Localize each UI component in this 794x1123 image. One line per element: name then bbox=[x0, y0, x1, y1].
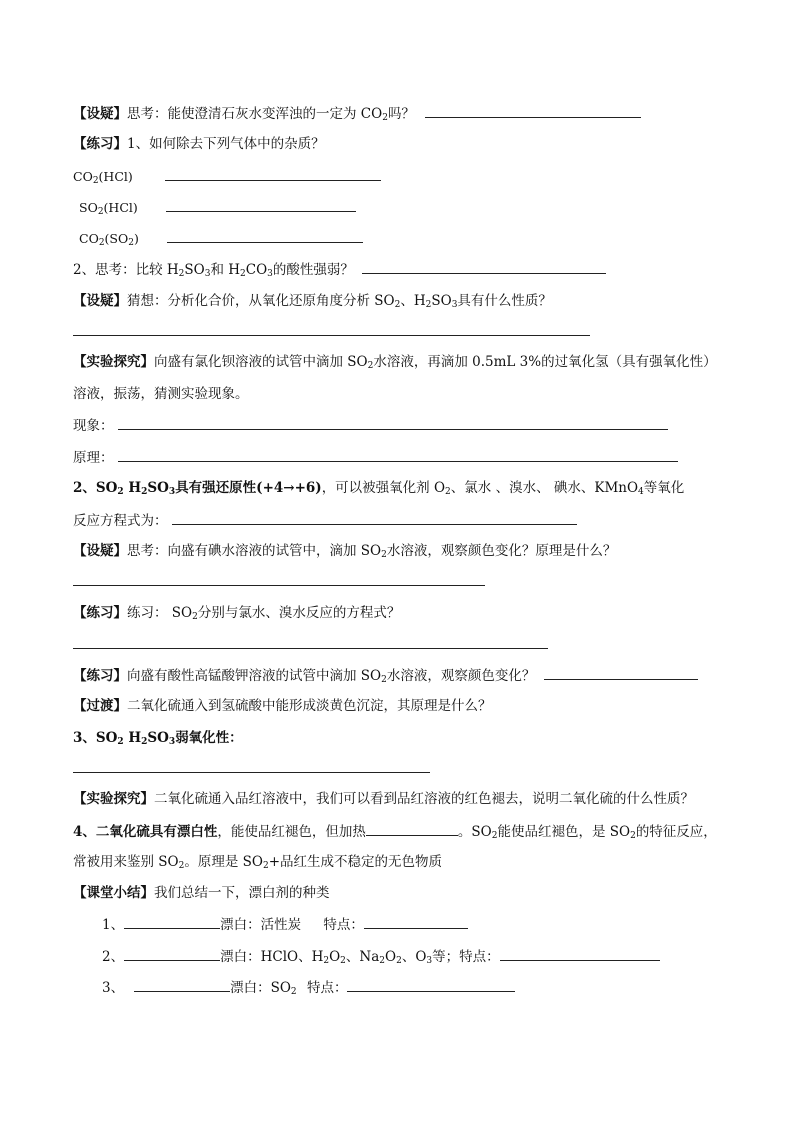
answer-line[interactable] bbox=[73, 335, 590, 336]
answer-blank[interactable] bbox=[165, 166, 381, 181]
doubt-line-iodine: 【设疑】思考：向盛有碘水溶液的试管中，滴加 $SO_2$水溶液，观察颜色变化？原理是什么？ bbox=[73, 543, 617, 560]
answer-line[interactable] bbox=[73, 772, 430, 773]
exercise-line-halogen: 【练习】练习： $SO_2$分别与氯水、溴水反应的方程式？ bbox=[73, 605, 401, 622]
answer-blank[interactable] bbox=[347, 977, 515, 992]
bleach-type-2: 2、 漂白：HClO、$H_2O_2$、$Na_2O_2$、$O_3$等；特点： bbox=[102, 946, 660, 967]
reducing-property-line: 2、$SO_2$ $H_2SO_3$具有强还原性(+4→+6)，可以被强氧化剂 $O_2$、氯水 、溴水、 碘水、KMnO$_4$等氧化 bbox=[73, 480, 685, 497]
answer-blank[interactable] bbox=[362, 259, 606, 274]
section-tag: 【练习】 bbox=[73, 668, 127, 684]
answer-blank[interactable] bbox=[124, 946, 220, 961]
answer-blank[interactable] bbox=[166, 197, 356, 212]
answer-blank[interactable] bbox=[118, 415, 668, 430]
section-tag: 【设疑】 bbox=[73, 543, 127, 559]
section-tag: 【练习】 bbox=[73, 605, 127, 621]
bleach-type-3: 3、 漂白：$SO_2$ 特点： bbox=[102, 977, 515, 998]
answer-blank[interactable] bbox=[172, 510, 577, 525]
section-tag: 【练习】 bbox=[73, 136, 127, 152]
experiment-line-cont: 溶液，振荡，猜测实验现象。 bbox=[73, 386, 249, 402]
answer-blank[interactable] bbox=[366, 821, 458, 836]
section-tag: 【课堂小结】 bbox=[73, 885, 154, 901]
experiment-line-magenta: 【实验探究】二氧化硫通入品红溶液中，我们可以看到品红溶液的红色褪去，说明二氧化硫的什么性质？ bbox=[73, 791, 694, 807]
bleaching-property-cont: 常被用来鉴别 $SO_2$。原理是 $SO_2+$品红生成不稳定的无色物质 bbox=[73, 854, 442, 871]
impurity-item-co2-hcl: $CO_2(HCl)$ bbox=[73, 166, 381, 187]
answer-line[interactable] bbox=[73, 648, 548, 649]
section-tag: 【过渡】 bbox=[73, 698, 127, 714]
doubt-line-redox: 【设疑】猜想：分析化合价，从氧化还原角度分析 $SO_2$、$H_2SO_3$具有什么性质？ bbox=[73, 293, 552, 310]
experiment-line-bacl2: 【实验探究】向盛有氯化钡溶液的试管中滴加 $SO_2$水溶液，再滴加 0.5mL 3%的过氧化氢（具有强氧化性） bbox=[73, 354, 717, 371]
exercise-line-impurities: 【练习】1、如何除去下列气体中的杂质？ bbox=[73, 136, 325, 152]
impurity-item-co2-so2: $CO_2(SO_2)$ bbox=[79, 228, 363, 249]
answer-blank[interactable] bbox=[500, 946, 660, 961]
answer-blank[interactable] bbox=[134, 977, 230, 992]
principle-line: 原理： bbox=[73, 447, 678, 468]
phenomenon-line: 现象： bbox=[73, 415, 668, 436]
bleach-type-1: 1、 漂白：活性炭 特点： bbox=[102, 914, 468, 935]
section-tag: 【实验探究】 bbox=[73, 354, 154, 370]
equation-line: 反应方程式为： bbox=[73, 510, 577, 531]
answer-blank[interactable] bbox=[425, 103, 641, 118]
answer-blank[interactable] bbox=[364, 914, 468, 929]
answer-blank[interactable] bbox=[124, 914, 220, 929]
oxidizing-property-line: 3、$SO_2$ $H_2SO_3$弱氧化性： bbox=[73, 730, 243, 747]
summary-line: 【课堂小结】我们总结一下，漂白剂的种类 bbox=[73, 885, 330, 901]
think-acidity-line: 2、思考：比较 $H_2SO_3$和 $H_2CO_3$的酸性强弱？ bbox=[73, 259, 606, 280]
bleaching-property-line: 4、二氧化硫具有漂白性，能使品红褪色，但加热 。$SO_2$能使品红褪色，是 $SO_2$的特征反应， bbox=[73, 821, 717, 842]
transition-line: 【过渡】二氧化硫通入到氢硫酸中能形成淡黄色沉淀，其原理是什么？ bbox=[73, 698, 492, 714]
answer-blank[interactable] bbox=[544, 665, 698, 680]
section-tag: 【设疑】 bbox=[73, 106, 127, 122]
answer-line[interactable] bbox=[73, 585, 485, 586]
answer-blank[interactable] bbox=[167, 228, 363, 243]
section-tag: 【实验探究】 bbox=[73, 791, 154, 807]
exercise-line-kmno4: 【练习】向盛有酸性高锰酸钾溶液的试管中滴加 $SO_2$水溶液，观察颜色变化？ bbox=[73, 665, 698, 686]
impurity-item-so2-hcl: $SO_2(HCl)$ bbox=[79, 197, 356, 218]
doubt-line-co2: 【设疑】思考：能使澄清石灰水变浑浊的一定为 $CO_2$吗？ bbox=[73, 103, 641, 124]
section-tag: 【设疑】 bbox=[73, 293, 127, 309]
answer-blank[interactable] bbox=[118, 447, 678, 462]
